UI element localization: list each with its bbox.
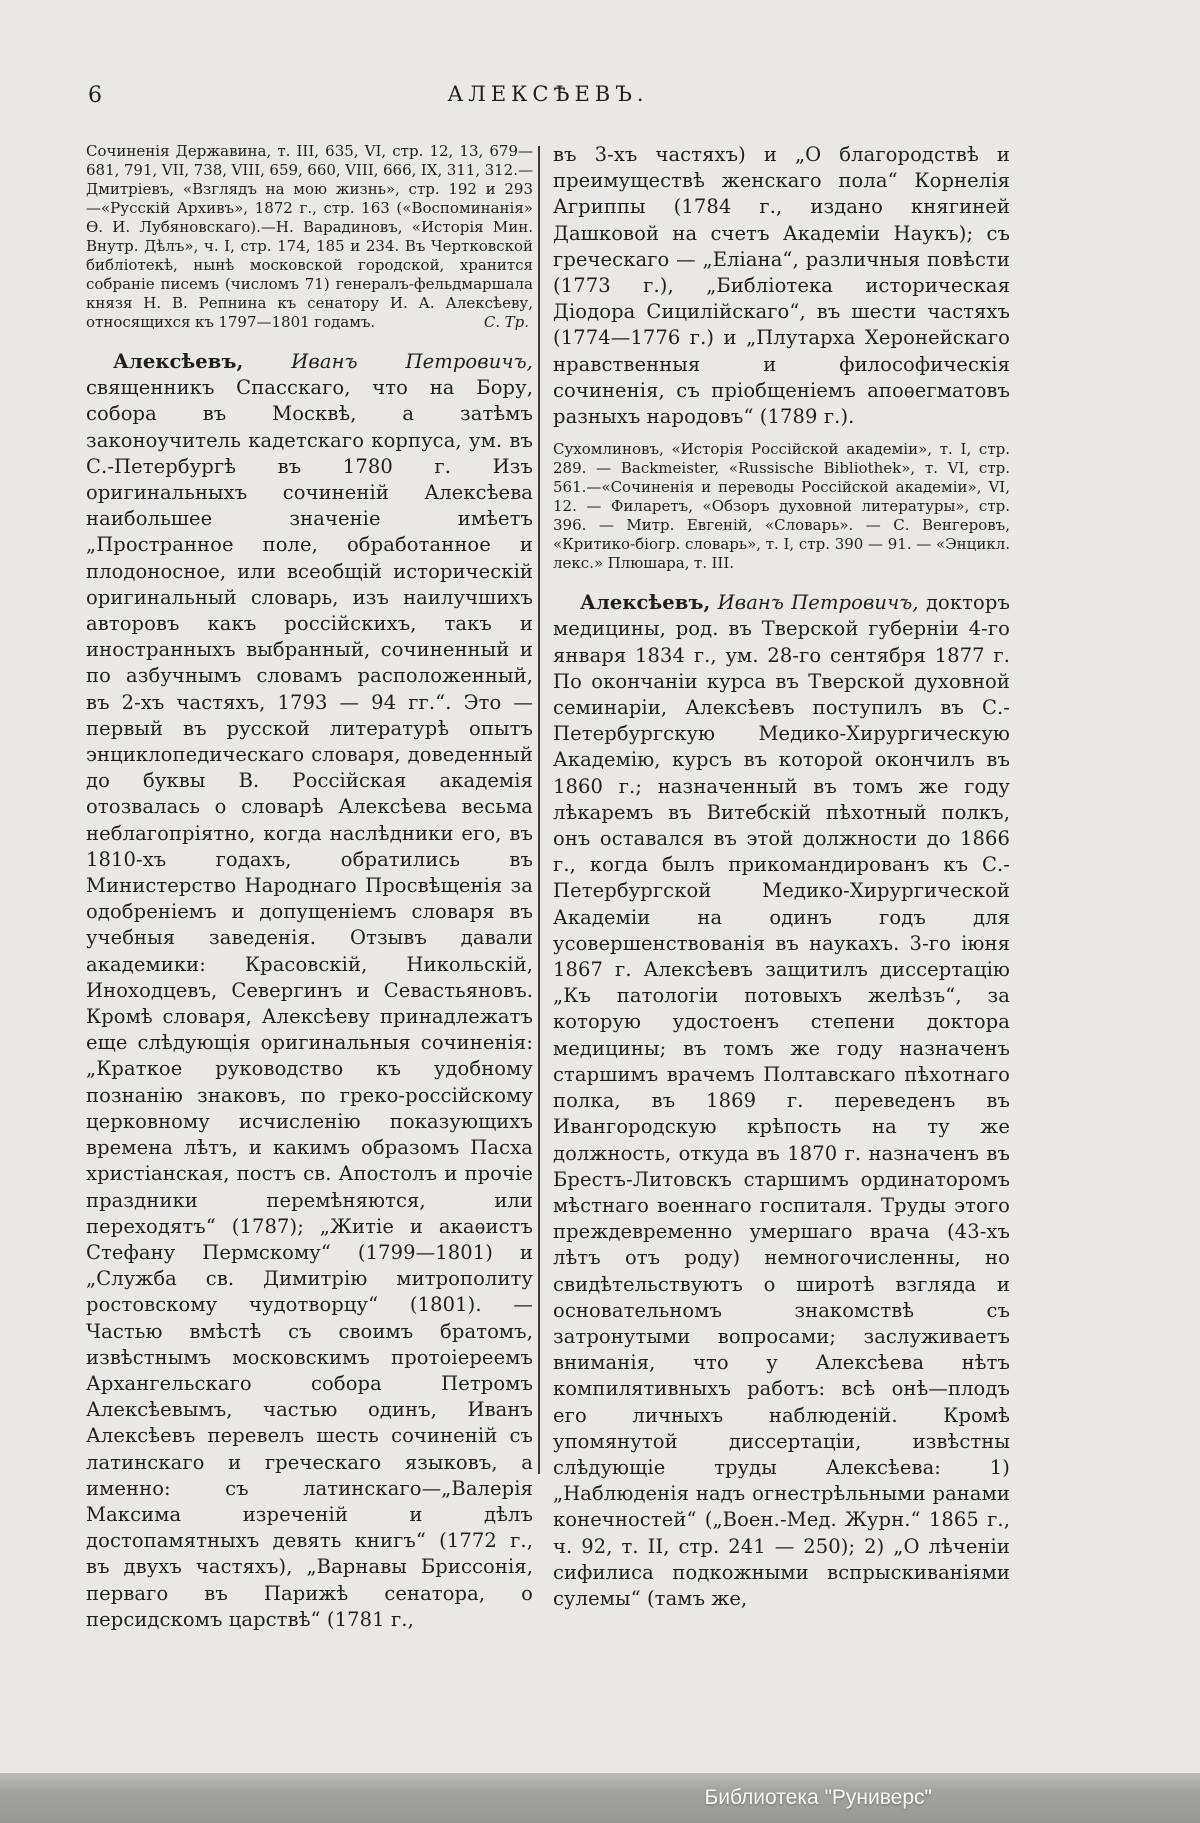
entry-patronymic-2: Иванъ Петровичъ, (717, 591, 919, 615)
article-2-body-text: докторъ медицины, род. въ Тверской губерніи 4-го января 1834 г., ум. 28-го сентября 1877 г. По окончаніи курса въ Тверской духовной семинаріи, Алексѣевъ поступилъ въ С.-Петербургскую Медико-Хирургическую Академію, курсъ въ которой окончилъ въ 1860 г.; назначенный въ томъ же году лѣкаремъ въ Витебскій пѣхотный полкъ, онъ оставался въ этой должности до 1866 г., когда былъ прикомандированъ къ С.-Петербургской Медико-Хирургической Академіи на одинъ годъ для усовершенствованія въ наукахъ. 3-го іюня 1867 г. Алексѣевъ защитилъ диссертацію „Къ патологіи потовыхъ желѣзъ“, за которую удостоенъ степени доктора медицины; въ томъ же году назначенъ старшимъ врачемъ Полтавскаго пѣхотнаго полка, въ 1869 г. переведенъ въ Ивангородскую крѣпость на ту же должность, откуда въ 1870 г. назначенъ въ Брестъ-Литовскъ старшимъ ординаторомъ мѣстнаго военнаго госпиталя. Труды этого преждевременно умершаго врача (43-хъ лѣтъ отъ роду) немногочисленны, но свидѣтельствуютъ о широтѣ взгляда и основательномъ знакомствѣ съ затронутыми вопросами; заслуживаетъ вниманія, что у Алексѣева нѣтъ компилятивныхъ работъ: всѣ онѣ—плодъ его личныхъ наблюденій. Кромѣ упомянутой диссертаціи, извѣстны слѣдующіе труды Алексѣева: 1) „Наблюденія надъ огнестрѣльными ранами конечностей“ („Воен.-Мед. Журн.“ 1865 г., ч. 92, т. II, стр. 241 — 250); 2) „О лѣченіи сифилиса подкожными вспрыскиваніями сулемы“ (тамъ же, (553, 591, 1010, 1610)
entry-patronymic-1: Иванъ Петровичъ, (291, 350, 533, 373)
running-head: АЛЕКСѢЕВЪ. (447, 82, 649, 106)
bibliography-block-1 (86, 142, 533, 332)
entry-headword-2: Алексѣевъ, (580, 591, 711, 615)
right-column (553, 142, 1010, 1612)
bibliography-block-2: Сухомлиновъ, «Исторія Россійской академіи», т. I, стр. 289. — Backmeister, «Russische Bibliothek», т. VI, стр. 561.—«Сочиненія и переводы Россійской академіи», VI, 12. — Филаретъ, «Обзоръ духовной литературы», стр. 396. — Митр. Евгеній, «Словарь». — С. Венгеровъ, «Критико-біогр. словарь», т. I, стр. 390 — 91. — «Энцикл. лекс.» Плюшара, т. III. (553, 440, 1010, 573)
bibliography-signature: С. Тр. (483, 313, 529, 331)
watermark-text: Библиотека "Руниверс" (704, 1786, 932, 1809)
bibliography-text-1: Сочиненія Державина, т. III, 635, VI, стр. 12, 13, 679—681, 791, VII, 738, VIII, 659, 660, VIII, 666, IX, 311, 312.—Дмитріевъ, «Взглядъ на мою жизнь», стр. 192 и 293 —«Русскій Архивъ», 1872 г., стр. 163 («Воспоминанія» Ѳ. И. Лубяновскаго).—Н. Варадиновъ, «Исторія Мин. Внутр. Дѣлъ», ч. I, стр. 174, 185 и 234. Въ Чертковской библіотекѣ, нынѣ московской городской, хранится собраніе писемъ (числомъ 71) генералъ-фельдмаршала князя Н. В. Репнина къ сенатору И. А. Алексѣеву, относящихся къ 1797—1801 годамъ. (86, 142, 533, 331)
article-1-body-text: священникъ Спасскаго, что на Бору, собора въ Москвѣ, а затѣмъ законоучитель кадетскаго корпуса, ум. въ С.-Петербургѣ въ 1780 г. Изъ оригинальныхъ сочиненій Алексѣева наибольшее значеніе имѣетъ „Пространное поле, обработанное и плодоносное, или всеобщій историческій оригинальный словарь, изъ наилучшихъ авторовъ какъ россійскихъ, такъ и иностранныхъ выбранный, сочиненный и по азбучнымъ словамъ расположенный, въ 2-хъ частяхъ, 1793 — 94 гг.“. Это — первый въ русской литературѣ опытъ энциклопедическаго словаря, доведенный до буквы В. Россійская академія отозвалась о словарѣ Алексѣева весьма неблагопріятно, когда наслѣдники его, въ 1810-хъ годахъ, обратились въ Министерство Народнаго Просвѣщенія за одобреніемъ и допущеніемъ словаря въ учебныя заведенія. Отзывъ давали академики: Красовскій, Никольскій, Иноходцевъ, Севергинъ и Севастьяновъ. Кромѣ словаря, Алексѣеву принадлежатъ еще слѣдующія оригинальныя сочиненія: „Краткое руководство къ удобному познанію знаковъ, по греко-россійскому церковному исчисленію показующихъ времена лѣтъ, и какимъ образомъ Пасха христіанская, постъ св. Апостолъ и прочіе праздники перемѣняются, или переходятъ“ (1787); „Житіе и акаѳистъ Стефану Пермскому“ (1799—1801) и „Служба св. Димитрію митрополиту ростовскому чудотворцу“ (1801). — Частью вмѣстѣ съ своимъ братомъ, извѣстнымъ московскимъ протоіереемъ Архангельскаго собора Петромъ Алексѣевымъ, частью одинъ, Иванъ Алексѣевъ перевелъ шесть сочиненій съ латинскаго и греческаго языковъ, а именно: съ латинскаго—„Валерія Максима изреченій и дѣлъ достопамятныхъ девять книгъ“ (1772 г., въ двухъ частяхъ), „Варнавы Бриссонія, перваго въ Парижѣ сенатора, о персидскомъ царствѣ“ (1781 г., (86, 376, 533, 1631)
watermark-bar (0, 1773, 1200, 1823)
left-column (86, 142, 533, 1633)
page-header (86, 82, 1010, 112)
article-alekseev-priest (86, 349, 533, 1633)
column-divider-rule (538, 146, 540, 1474)
page-number: 6 (88, 83, 102, 108)
entry-headword-1: Алексѣевъ, (113, 350, 244, 373)
article-1-continuation: въ 3-хъ частяхъ) и „О благородствѣ и преимуществѣ женскаго пола“ Корнелія Агриппы (1784 г., издано княгиней Дашковой на счетъ Академіи Наукъ); съ греческаго — „Еліана“, различныя повѣсти (1773 г.), „Библіотека историческая Діодора Сицилійскаго“, въ шести частяхъ (1774—1776 г.) и „Плутарха Херонейскаго нравственныя и философическія сочиненія, съ пріобщеніемъ апоѳегматовъ разныхъ народовъ“ (1789 г.). (553, 143, 1010, 429)
article-alekseev-doctor (553, 590, 1010, 1612)
